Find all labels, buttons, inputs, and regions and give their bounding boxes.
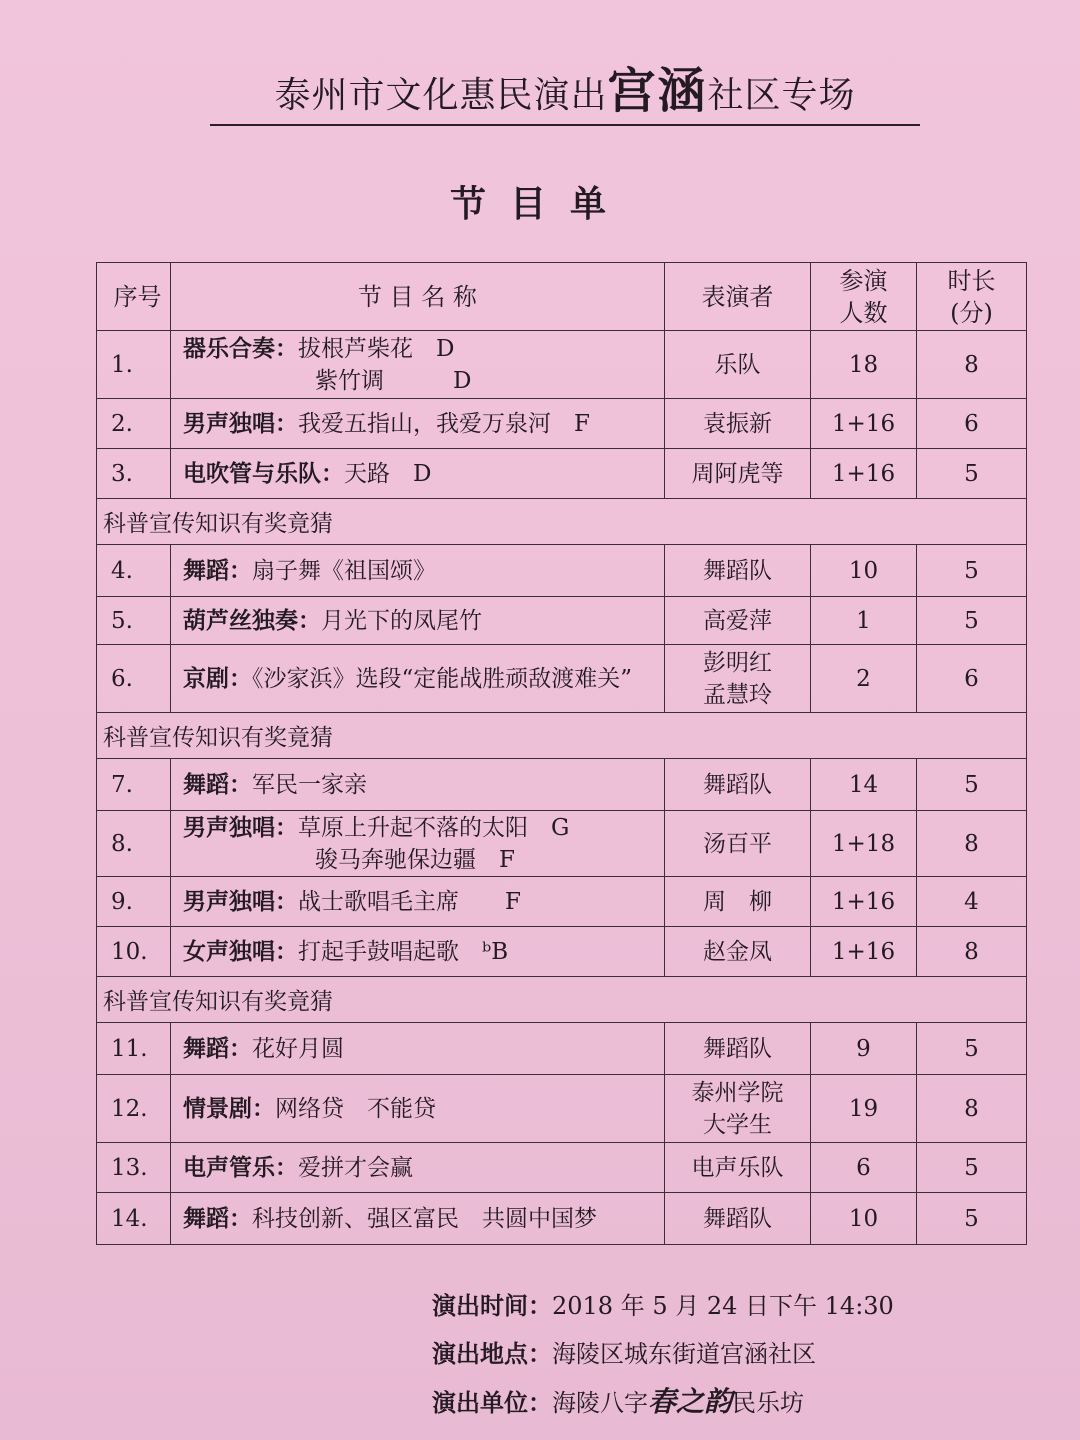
item-title: [171, 927, 665, 977]
item-piece: 花好月圆: [252, 1035, 344, 1062]
title-block: [210, 62, 920, 126]
section-heading-row: [97, 499, 1027, 545]
item-number: 12.: [97, 1075, 171, 1143]
item-category: 电声管乐：: [183, 1154, 298, 1181]
item-performer: 高爱萍: [665, 597, 811, 645]
item-duration: 8: [917, 331, 1027, 399]
item-title: [171, 1143, 665, 1193]
item-title: [171, 877, 665, 927]
item-duration: 8: [917, 1075, 1027, 1143]
item-duration: 5: [917, 449, 1027, 499]
item-category: 男声独唱：: [183, 888, 298, 915]
item-count: 19: [811, 1075, 917, 1143]
item-count: 14: [811, 759, 917, 811]
item-category: 舞蹈：: [183, 1205, 252, 1232]
item-piece-second: 紫竹调 D: [315, 367, 472, 394]
item-number: 7.: [97, 759, 171, 811]
item-piece: 网络贷 不能贷: [275, 1095, 436, 1122]
item-title: [171, 1193, 665, 1245]
item-count: 1+16: [811, 927, 917, 977]
header-count: 参演 人数: [811, 263, 917, 331]
program-row: [97, 449, 1027, 499]
item-count: 9: [811, 1023, 917, 1075]
item-count: 2: [811, 645, 917, 713]
program-row: [97, 1075, 1027, 1143]
item-duration: 5: [917, 545, 1027, 597]
program-row: [97, 759, 1027, 811]
unit-suffix: 民乐坊: [732, 1389, 805, 1417]
performance-info: [432, 1282, 894, 1427]
program-row: [97, 645, 1027, 713]
program-row: [97, 597, 1027, 645]
program-row: [97, 331, 1027, 399]
item-duration: 5: [917, 1193, 1027, 1245]
item-number: 10.: [97, 927, 171, 977]
item-count: 1: [811, 597, 917, 645]
item-number: 8.: [97, 811, 171, 877]
item-performer: 舞蹈队: [665, 1193, 811, 1245]
item-performer: 汤百平: [665, 811, 811, 877]
program-row: [97, 1143, 1027, 1193]
item-title: [171, 1075, 665, 1143]
header-duration: 时长 (分): [917, 263, 1027, 331]
section-heading-row: [97, 977, 1027, 1023]
item-title: [171, 645, 665, 713]
item-piece: 月光下的凤尾竹: [321, 607, 482, 634]
header-name: 节 目 名 称: [171, 263, 665, 331]
item-number: 13.: [97, 1143, 171, 1193]
item-duration: 5: [917, 597, 1027, 645]
header-no: 序号: [97, 263, 171, 331]
item-category: 情景剧：: [183, 1095, 275, 1122]
performance-unit: [432, 1378, 894, 1427]
item-category: 葫芦丝独奏：: [183, 607, 321, 634]
item-category: 男声独唱：: [183, 814, 298, 841]
item-performer: 电声乐队: [665, 1143, 811, 1193]
item-piece: 天路 D: [344, 460, 432, 487]
page-subtitle: 节目单: [449, 184, 630, 225]
title-accent: 宫涵: [607, 63, 708, 119]
item-number: 5.: [97, 597, 171, 645]
item-number: 9.: [97, 877, 171, 927]
item-number: 1.: [97, 331, 171, 399]
item-number: 6.: [97, 645, 171, 713]
place-value: 海陵区城东街道宫涵社区: [552, 1340, 816, 1368]
section-heading-row: [97, 713, 1027, 759]
item-count: 1+16: [811, 449, 917, 499]
item-count: 6: [811, 1143, 917, 1193]
item-piece: 打起手鼓唱起歌 ᵇB: [298, 938, 509, 965]
item-piece: 《沙家浜》选段“定能战胜顽敌渡难关”: [252, 665, 633, 692]
item-category: 男声独唱：: [183, 410, 298, 437]
performance-place: [432, 1330, 894, 1378]
item-number: 4.: [97, 545, 171, 597]
item-number: 2.: [97, 399, 171, 449]
item-count: 10: [811, 545, 917, 597]
item-title: [171, 331, 665, 399]
item-title: [171, 1023, 665, 1075]
program-row: [97, 877, 1027, 927]
header-performer: 表演者: [665, 263, 811, 331]
program-row: [97, 1023, 1027, 1075]
section-heading: 科普宣传知识有奖竟猜: [97, 499, 1027, 545]
header-row: [97, 263, 1027, 331]
item-performer: 赵金凤: [665, 927, 811, 977]
program-row: [97, 927, 1027, 977]
item-category: 电吹管与乐队：: [183, 460, 344, 487]
item-performer: 彭明红 孟慧玲: [665, 645, 811, 713]
item-performer: 周阿虎等: [665, 449, 811, 499]
time-label: 演出时间：: [432, 1292, 552, 1320]
item-duration: 4: [917, 877, 1027, 927]
item-category: 舞蹈：: [183, 1035, 252, 1062]
title-suffix: 社区专场: [707, 75, 856, 116]
item-duration: 5: [917, 1023, 1027, 1075]
title-prefix: 泰州市文化惠民演出: [274, 75, 608, 116]
item-performer: 乐队: [665, 331, 811, 399]
item-piece: 爱拼才会赢: [298, 1154, 413, 1181]
item-piece: 军民一家亲: [252, 771, 367, 798]
item-performer: 舞蹈队: [665, 545, 811, 597]
item-title: [171, 811, 665, 877]
item-category: 女声独唱：: [183, 938, 298, 965]
program-table: [96, 262, 1027, 1245]
item-duration: 5: [917, 1143, 1027, 1193]
item-duration: 6: [917, 645, 1027, 713]
item-duration: 8: [917, 927, 1027, 977]
item-category: 舞蹈：: [183, 557, 252, 584]
item-piece: 战士歌唱毛主席 F: [298, 888, 521, 915]
program-row: [97, 811, 1027, 877]
item-category: 器乐合奏：: [183, 335, 298, 362]
item-performer: 周 柳: [665, 877, 811, 927]
place-label: 演出地点：: [432, 1340, 552, 1368]
item-number: 3.: [97, 449, 171, 499]
item-category: 京剧：: [183, 665, 252, 692]
program-row: [97, 1193, 1027, 1245]
item-title: [171, 597, 665, 645]
item-title: [171, 399, 665, 449]
item-category: 舞蹈：: [183, 771, 252, 798]
time-value: 2018 年 5 月 24 日下午 14:30: [552, 1292, 894, 1320]
item-piece: 我爱五指山，我爱万泉河 F: [298, 410, 590, 437]
item-title: [171, 545, 665, 597]
item-count: 1+16: [811, 399, 917, 449]
unit-brand: 春之韵: [648, 1385, 733, 1418]
item-count: 10: [811, 1193, 917, 1245]
item-title: [171, 449, 665, 499]
item-performer: 泰州学院 大学生: [665, 1075, 811, 1143]
item-duration: 5: [917, 759, 1027, 811]
item-piece: 草原上升起不落的太阳 G: [298, 814, 570, 841]
item-piece: 拔根芦柴花 D: [298, 335, 455, 362]
program-row: [97, 399, 1027, 449]
program-row: [97, 545, 1027, 597]
item-number: 11.: [97, 1023, 171, 1075]
unit-label: 演出单位：: [432, 1389, 552, 1417]
item-count: 1+18: [811, 811, 917, 877]
page-title: [210, 62, 920, 125]
item-performer: 袁振新: [665, 399, 811, 449]
item-piece-second: 骏马奔驰保边疆 F: [315, 846, 515, 873]
item-count: 18: [811, 331, 917, 399]
section-heading: 科普宣传知识有奖竟猜: [97, 713, 1027, 759]
item-title: [171, 759, 665, 811]
item-performer: 舞蹈队: [665, 759, 811, 811]
item-number: 14.: [97, 1193, 171, 1245]
performance-time: [432, 1282, 894, 1330]
item-piece: 扇子舞《祖国颂》: [252, 557, 436, 584]
section-heading: 科普宣传知识有奖竟猜: [97, 977, 1027, 1023]
item-piece: 科技创新、强区富民 共圆中国梦: [252, 1205, 597, 1232]
item-duration: 8: [917, 811, 1027, 877]
item-count: 1+16: [811, 877, 917, 927]
unit-prefix: 海陵八字: [552, 1389, 648, 1417]
item-performer: 舞蹈队: [665, 1023, 811, 1075]
item-duration: 6: [917, 399, 1027, 449]
